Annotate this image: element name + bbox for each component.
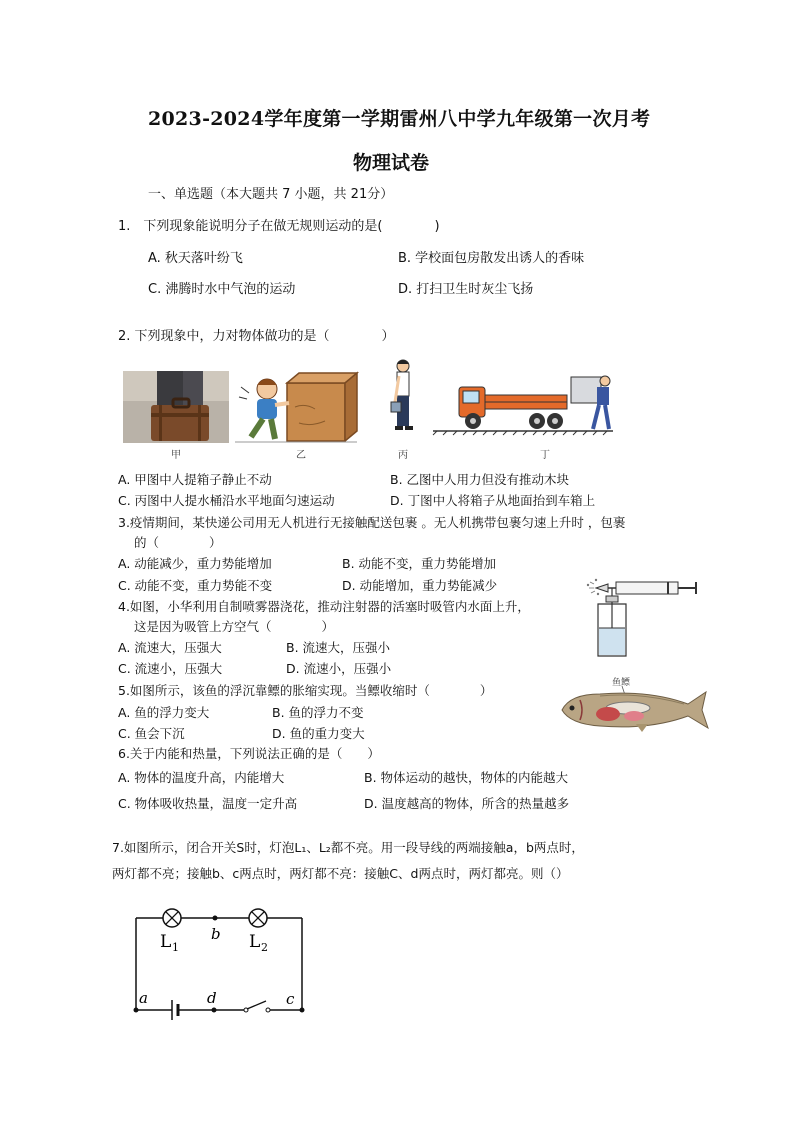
q2-caption-yi: 乙 (296, 450, 306, 461)
section-heading: 一、单选题（本大题共 7 小题，共 21分） (148, 187, 394, 202)
q4-option-b: B. 流速大，压强小 (286, 640, 391, 655)
lamp-l1-icon (163, 909, 181, 927)
node-c-dot (300, 1008, 305, 1013)
q4-option-a: A. 流速大，压强大 (118, 640, 222, 655)
node-a-dot (134, 1008, 139, 1013)
q4-option-d: D. 流速小，压强小 (286, 661, 392, 676)
q4-sprayer-figure (586, 576, 700, 662)
q5-option-c: C. 鱼会下沉 (118, 726, 185, 741)
q2-caption-ding: 丁 (540, 450, 550, 461)
q4-stem-line2: 这是因为吸管上方空气（ ） (134, 619, 335, 634)
q1-option-d: D. 打扫卫生时灰尘飞扬 (398, 282, 534, 297)
q3-stem-line2: 的（ ） (134, 535, 222, 550)
q5-stem: 5.如图所示，该鱼的浮沉靠鳔的胀缩实现。当鳔收缩时（ ） (118, 683, 493, 698)
q2-stem: 2. 下列现象中，力对物体做功的是（ ） (118, 329, 395, 344)
q2-option-a: A. 甲图中人提箱子静止不动 (118, 472, 272, 487)
node-b-dot (213, 916, 218, 921)
q6-option-d: D. 温度越高的物体，所含的热量越多 (364, 796, 570, 811)
q7-circuit-diagram (128, 902, 308, 1020)
q2-figure-ding (433, 375, 613, 433)
q5-option-d: D. 鱼的重力变大 (272, 726, 365, 741)
label-l2-sub: 2 (261, 941, 268, 954)
q5-swim-bladder-label: 鱼鳔 (612, 678, 631, 688)
q3-option-c: C. 动能不变，重力势能不变 (118, 578, 273, 593)
q5-fish-figure (560, 684, 710, 734)
q1-option-c: C. 沸腾时水中气泡的运动 (148, 282, 296, 297)
q3-stem-line1: 3.疫情期间，某快递公司用无人机进行无接触配送包裹 。无人机携带包裹匀速上升时 ，包裹 (118, 515, 626, 530)
label-l1-sub: 1 (172, 941, 179, 954)
label-c: c (286, 990, 295, 1008)
lamp-l2-icon (249, 909, 267, 927)
q2-caption-bing: 丙 (398, 450, 408, 461)
q7-stem-line2: 两灯都不亮；接触b、c两点时，两灯都不亮：接触C、d两点时，两灯都亮。则（） (112, 866, 569, 881)
q3-option-a: A. 动能减少，重力势能增加 (118, 556, 272, 571)
q2-figure-yi (235, 367, 357, 447)
q7-stem-line1: 7.如图所示，闭合开关S时，灯泡L₁、L₂都不亮。用一段导线的两端接触a，b两点时， (112, 840, 584, 855)
q2-option-b: B. 乙图中人用力但没有推动木块 (390, 472, 570, 487)
label-b: b (211, 925, 221, 943)
q2-option-c: C. 丙图中人提水桶沿水平地面匀速运动 (118, 493, 335, 508)
node-d-dot (212, 1008, 217, 1013)
q1-option-b: B. 学校面包房散发出诱人的香味 (398, 251, 585, 266)
q1-option-a: A. 秋天落叶纷飞 (148, 251, 243, 266)
q2-figure-bing (389, 358, 419, 438)
battery-icon (172, 1000, 178, 1020)
q6-option-b: B. 物体运动的越快，物体的内能越大 (364, 770, 569, 785)
exam-title: 2023-2024学年度第一学期雷州八中学九年级第一次月考 (148, 108, 651, 130)
label-a: a (139, 989, 148, 1007)
exam-subtitle: 物理试卷 (353, 152, 430, 174)
q6-option-a: A. 物体的温度升高，内能增大 (118, 770, 285, 785)
q6-option-c: C. 物体吸收热量，温度一定升高 (118, 796, 298, 811)
label-l1: L (160, 932, 172, 952)
q3-option-b: B. 动能不变，重力势能增加 (342, 556, 497, 571)
q4-option-c: C. 流速小，压强大 (118, 661, 223, 676)
label-l2: L (249, 932, 261, 952)
q2-caption-jia: 甲 (171, 450, 181, 461)
q2-figure-jia (123, 371, 229, 443)
q3-option-d: D. 动能增加，重力势能减少 (342, 578, 498, 593)
q2-option-d: D. 丁图中人将箱子从地面抬到车箱上 (390, 493, 596, 508)
label-d: d (207, 989, 217, 1007)
q1-stem: 1. 下列现象能说明分子在做无规则运动的是( ) (118, 219, 440, 234)
q4-stem-line1: 4.如图，小华利用自制喷雾器浇花，推动注射器的活塞时吸管内水面上升， (118, 599, 530, 614)
q5-option-a: A. 鱼的浮力变大 (118, 705, 210, 720)
q6-stem: 6.关于内能和热量，下列说法正确的是（ ） (118, 746, 380, 761)
q5-option-b: B. 鱼的浮力不变 (272, 705, 364, 720)
switch-icon (244, 1001, 270, 1012)
